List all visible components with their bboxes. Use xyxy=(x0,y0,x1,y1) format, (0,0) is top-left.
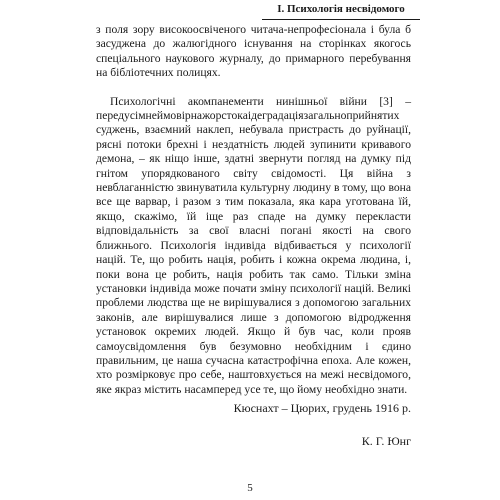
dateline: Кюснахт – Цюрих, грудень 1916 р. xyxy=(233,401,411,415)
page-number: 5 xyxy=(247,482,253,494)
paragraph-main: Психологічні акомпанементи нинішньої війни [3] – передусімнеймовірнажорстокаідеградаціязагальноприйнятих суджень, взаємний наклеп, небувала пристрасть до руйнації, рясні потоки брехні і нездатність людей зупинити кривавого демона, – як ніщо інше, здатні звернути погляд на думку під гнітом упорядкованого світу свідомості. Ця війна з невблаганністю звинуватила культурну людину в тому, що вона все ще варвар, і разом з тим показала, яка кара уготована їй, якщо, скажімо, їй іще раз спаде на думку перекласти відповідальність за свої власні погані якості на свого ближнього. Психологія індивіда відбивається у психології націй. Те, що робить нація, робить і кожна окрема людина, і, поки вона це робить, нація робить так само. Тільки зміна установки індивіда може почати зміну психології націй. Великі проблеми людства ще не вирішувалися з допомогою загальних законів, але вирішувалися лише з допомогою відродження установок окремих людей. Якщо й був час, коли прояв самоусвідомлення був безумовно необхідним і єдино правильним, це наша сучасна катастрофічна епоха. Але кожен, хто розмірковує про себе, наштовхується на межі несвідомого, яке якраз містить насамперед усе те, що йому необхідно знати. xyxy=(96,94,411,396)
paragraph-continuation: з поля зору високоосвіченого читача-непрофесіонала і була б засуджена до жалюгідного існування на сторінках якогось спеціального наукового журналу, до примарного перебування на бібліотечних полицях. xyxy=(96,23,411,80)
body-text xyxy=(96,23,411,397)
author-signature: К. Г. Юнг xyxy=(361,434,411,448)
running-header: I. Психологія несвідомого xyxy=(262,3,420,20)
